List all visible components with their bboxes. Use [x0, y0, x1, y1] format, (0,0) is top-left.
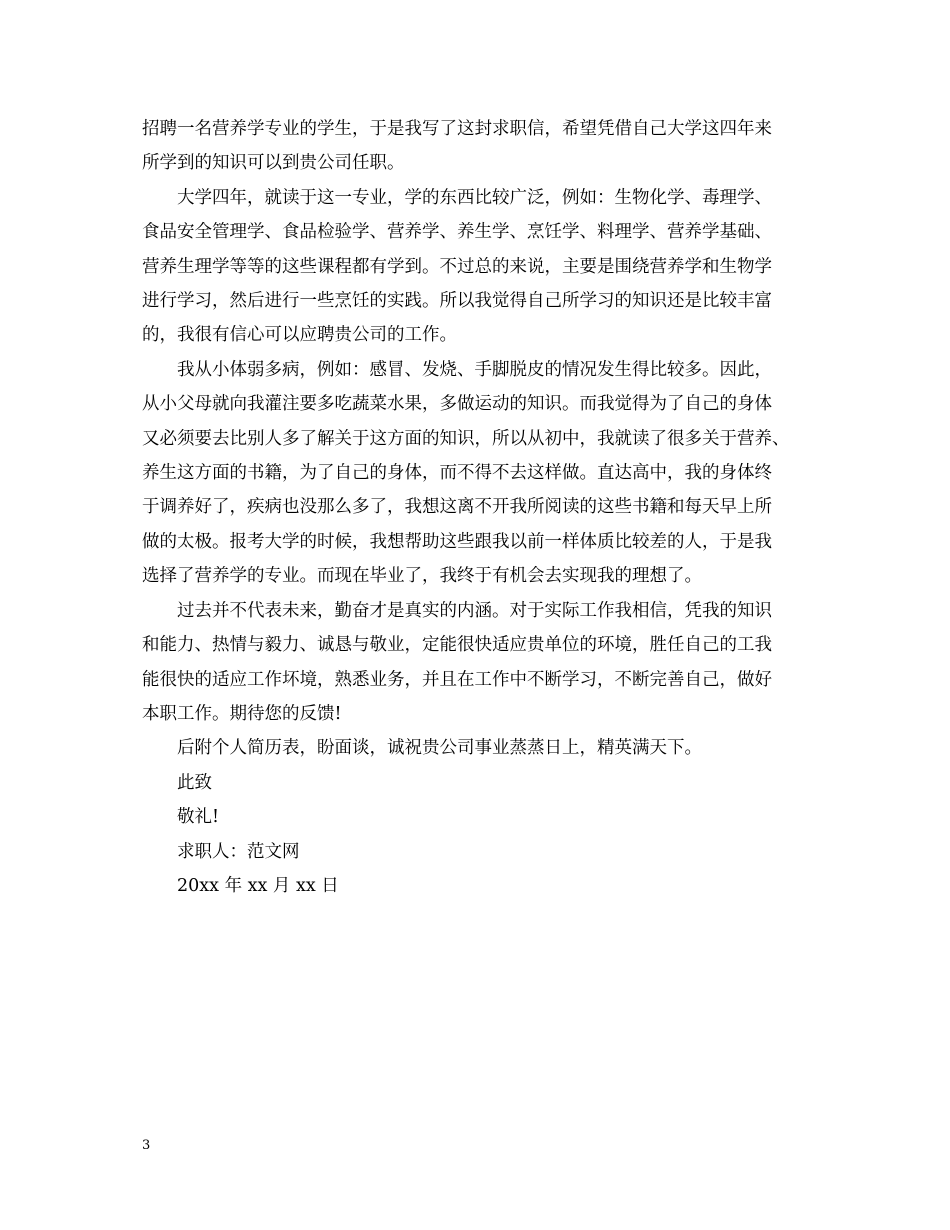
text-line-2: 所学到的知识可以到贵公司任职。 [142, 153, 405, 174]
text-line-11: 养生这方面的书籍，为了自己的身体，而不得不去这样做。直达高中，我的身体终 [142, 463, 772, 484]
signature-line: 求职人：范文网 [177, 841, 300, 862]
letter-body [142, 112, 822, 903]
text-line-9: 从小父母就向我灌注要多吃蔬菜水果，多做运动的知识。而我觉得为了自己的身体 [142, 394, 772, 415]
text-line-6: 进行学习，然后进行一些烹饪的实践。所以我觉得自己所学习的知识还是比较丰富 [142, 291, 772, 312]
closing-regards: 敬礼! [177, 807, 220, 828]
text-line-14: 选择了营养学的专业。而现在毕业了，我终于有机会去实现我的理想了。 [142, 566, 702, 587]
text-line-1: 招聘一名营养学专业的学生，于是我写了这封求职信，希望凭借自己大学这四年来 [142, 119, 772, 139]
text-line-7: 的，我很有信心可以应聘贵公司的工作。 [142, 325, 457, 346]
text-line-4: 食品安全管理学、食品检验学、营养学、养生学、烹饪学、料理学、营养学基础、 [142, 222, 772, 243]
text-line-19: 后附个人简历表，盼面谈，诚祝贵公司事业蒸蒸日上，精英满天下。 [177, 738, 702, 759]
text-line-5: 营养生理学等等的这些课程都有学到。不过总的来说，主要是围绕营养学和生物学 [142, 256, 772, 277]
text-line-10: 又必须要去比别人多了解关于这方面的知识，所以从初中，我就读了很多关于营养、 [142, 428, 790, 449]
text-line-17: 能很快的适应工作坏境，熟悉业务，并且在工作中不断学习，不断完善自己，做好 [142, 669, 772, 690]
text-line-16: 和能力、热情与毅力、诚恳与敬业，定能很快适应贵单位的环境，胜任自己的工我 [142, 635, 772, 656]
text-line-18: 本职工作。期待您的反馈! [142, 703, 342, 724]
date-line: 20xx 年 xx 月 xx 日 [177, 875, 339, 896]
text-line-3: 大学四年，就读于这一专业，学的东西比较广泛，例如：生物化学、毒理学、 [177, 187, 772, 208]
page-number: 3 [142, 1138, 151, 1153]
text-line-12: 于调养好了，疾病也没那么多了，我想这离不开我所阅读的这些书籍和每天早上所 [142, 497, 772, 518]
text-line-13: 做的太极。报考大学的时候，我想帮助这些跟我以前一样体质比较差的人，于是我 [142, 531, 772, 552]
closing-salutation: 此致 [177, 772, 212, 793]
text-line-15: 过去并不代表未来，勤奋才是真实的内涵。对于实际工作我相信，凭我的知识 [177, 600, 772, 621]
text-line-8: 我从小体弱多病，例如：感冒、发烧、手脚脱皮的情况发生得比较多。因此， [177, 359, 772, 380]
